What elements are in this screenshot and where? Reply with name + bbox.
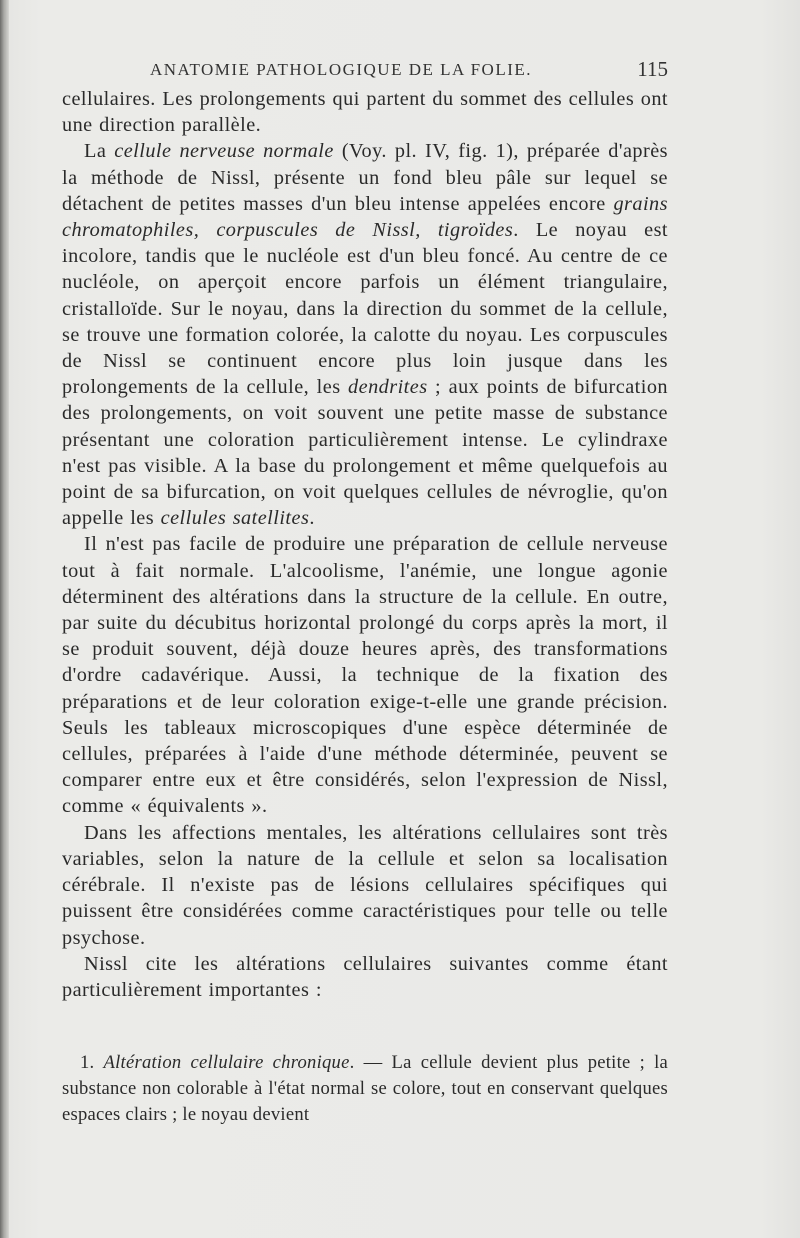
footnote (62, 1050, 668, 1128)
footnote-title: Altération cellulaire chronique (103, 1052, 350, 1073)
main-text (62, 86, 668, 1003)
italic-term: cellules satellites (160, 507, 310, 530)
italic-term: cellule nerveuse normale (114, 140, 334, 163)
footnote-item (62, 1050, 668, 1128)
footnote-number: 1. (80, 1052, 104, 1073)
text-run: . (309, 507, 315, 530)
text-run: ; aux points de bifurcation des prolongements, on voit souvent une petite masse de substance présentant une coloration particulièrement intense. Le cylindraxe n'est pas visible. A la base du prolongement et même quelquefois au point de sa bifurcation, on voit quelques cellules de névroglie, qu'on appelle les (62, 376, 668, 530)
italic-term: grains chromatophiles, corpuscules de Nissl, tigroïdes (62, 192, 668, 242)
footnote-text: . — La cellule devient plus petite ; la substance non colorable à l'état normal se colore, tout en conservant quelques espaces clairs ; le noyau devient (62, 1052, 669, 1125)
text-run: (Voy. pl. IV, fig. 1), préparée d'après la méthode de Nissl, présente un fond bleu pâle sur lequel se détachent de petites masses d'un bleu intense appelées encore (62, 140, 668, 215)
italic-term: dendrites (348, 376, 428, 399)
text-run: La (84, 140, 115, 163)
page-number: 115 (637, 57, 668, 81)
paragraph-nissl-list: Nissl cite les altérations cellulaires suivantes comme étant particulièrement importantes : (62, 952, 668, 1001)
paragraph-preparation: Il n'est pas facile de produire une préparation de cellule nerveuse tout à fait normale. L'alcoolisme, l'anémie, une longue agonie déterminent des altérations dans la structure de la cellule. En outre, par suite du décubitus horizontal prolongé du corps après la mort, il se produit souvent, déjà douze heures après, des transformations d'ordre cadavérique. Aussi, la technique de la fixation des préparations et de leur coloration exige-t-elle une grande précision. Seuls les tableaux microscopiques d'une espèce déterminée de cellules, préparées à l'aide d'une méthode déterminée, peuvent se comparer entre eux et être considérés, selon l'expression de Nissl, comme « équivalents ». (62, 533, 668, 818)
running-title: ANATOMIE PATHOLOGIQUE DE LA FOLIE. (150, 60, 533, 79)
text-run: . Le noyau est incolore, tandis que le nucléole est d'un bleu foncé. Au centre de ce nucléole, on aperçoit encore parfois un élément triangulaire, cristalloïde. Sur le noyau, dans la direction du sommet de la cellule, se trouve une formation colorée, la calotte du noyau. Les corpuscules de Nissl se continuent encore plus loin jusque dans les prolongements de la cellule, les (62, 219, 668, 399)
paragraph-normal-cell (62, 138, 668, 531)
paragraph-mental-affections: Dans les affections mentales, les altérations cellulaires sont très variables, selon la nature de la cellule et selon sa localisation cérébrale. Il n'existe pas de lésions cellulaires spécifiques qui puissent être considérées comme caractéristiques pour telle ou telle psychose. (62, 821, 668, 949)
page-binding-edge (0, 0, 9, 1238)
paragraph-continuation: cellulaires. Les prolongements qui partent du sommet des cellules ont une direction parallèle. (62, 88, 668, 137)
